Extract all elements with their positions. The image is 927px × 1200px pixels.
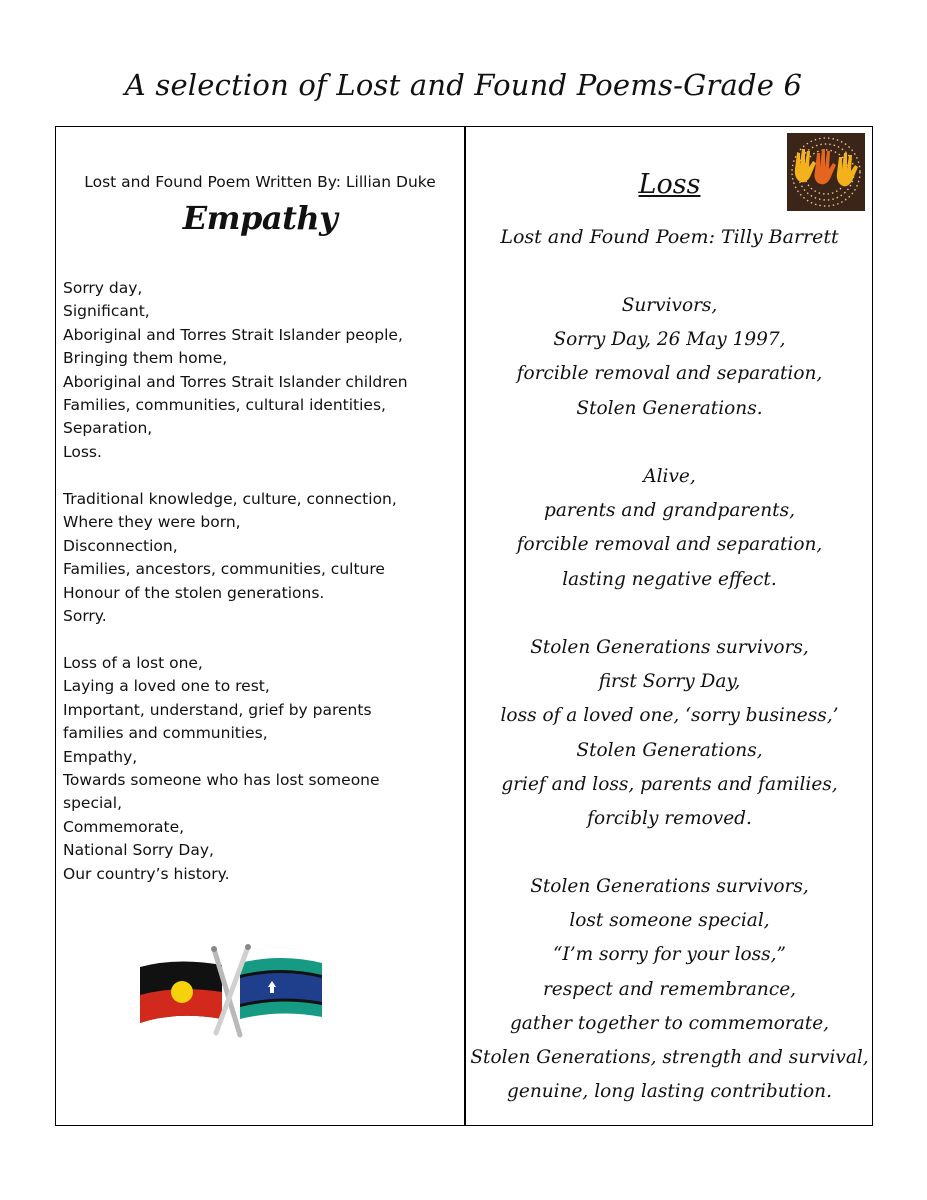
right-poem-author-line: Lost and Found Poem: Tilly Barrett [500,226,839,248]
poem-line: Separation, [63,419,153,438]
right-poem-column [466,127,873,1125]
poem-line: Stolen Generations, strength and survival, [470,1047,869,1069]
poem-line: Our country’s history. [63,864,230,883]
poem-line: Alive, [643,466,696,487]
poem-line: “I’m sorry for your loss,” [552,944,787,966]
poem-line: parents and grandparents, [544,500,795,522]
poem-line: loss of a loved one, ‘sorry business,’ [500,705,839,727]
poems-table [55,126,873,1126]
poem-line: Sorry. [63,607,107,626]
right-poem-stanza-2 [466,460,873,597]
poem-line: lost someone special, [569,910,770,932]
left-poem-stanza-3 [63,652,458,886]
poem-line: first Sorry Day, [598,671,741,693]
poem-line: Traditional knowledge, culture, connection, [63,490,397,508]
poem-line: special, [63,794,123,813]
poem-line: Significant, [63,302,150,321]
poem-line: Aboriginal and Torres Strait Islander children [63,372,408,391]
left-poem-stanza-1 [63,277,458,464]
left-poem-title: Empathy [182,199,338,237]
left-poem-stanza-2 [63,488,458,628]
page-title: A selection of Lost and Found Poems-Grade 6 [124,68,803,102]
poem-line: Stolen Generations. [576,397,763,419]
poem-line: Commemorate, [63,817,185,836]
poem-line: families and communities, [63,724,268,743]
left-poem-author-line: Lost and Found Poem Written By: Lillian Duke [84,173,436,191]
poem-line: National Sorry Day, [63,841,214,860]
poem-line: Families, ancestors, communities, culture [63,560,385,579]
right-poem-stanza-4 [466,870,873,1109]
poem-line: Bringing them home, [63,349,228,368]
poem-line: gather together to commemorate, [509,1012,830,1034]
poem-line: forcibly removed. [587,808,752,830]
poem-line: Loss. [63,442,102,461]
poem-line: grief and loss, parents and families, [501,773,838,795]
right-poem-stanza-1 [466,289,873,426]
poem-line: Where they were born, [63,513,241,532]
poem-line: respect and remembrance, [542,978,797,1000]
poem-line: Sorry day, [63,279,143,297]
poem-line: genuine, long lasting contribution. [507,1081,832,1103]
poem-line: Stolen Generations survivors, [530,876,809,897]
poem-line: Disconnection, [63,536,178,555]
poem-line: Honour of the stolen generations. [63,583,325,602]
poem-line: Stolen Generations, [576,739,763,761]
aboriginal-art-hands-icon [787,133,865,211]
poem-line: forcible removal and separation, [516,534,823,556]
poem-line: Laying a loved one to rest, [63,677,270,696]
right-poem-title: Loss [638,169,701,200]
poem-line: Sorry Day, 26 May 1997, [553,329,786,351]
poem-line: Stolen Generations survivors, [530,637,809,658]
poem-line: forcible removal and separation, [516,363,823,385]
poem-line: Aboriginal and Torres Strait Islander people, [63,325,403,344]
left-poem-column [56,127,464,1125]
poem-line: Loss of a lost one, [63,654,203,672]
poem-line: Families, communities, cultural identities, [63,396,386,415]
aboriginal-and-torres-strait-islander-flags-icon [136,943,326,1038]
poem-line: Important, understand, grief by parents [63,700,372,719]
right-poem-stanza-3 [466,631,873,836]
poem-line: Empathy, [63,747,138,766]
poem-line: Towards someone who has lost someone [63,771,380,790]
poem-line: Survivors, [621,295,718,316]
poem-line: lasting negative effect. [562,568,777,590]
